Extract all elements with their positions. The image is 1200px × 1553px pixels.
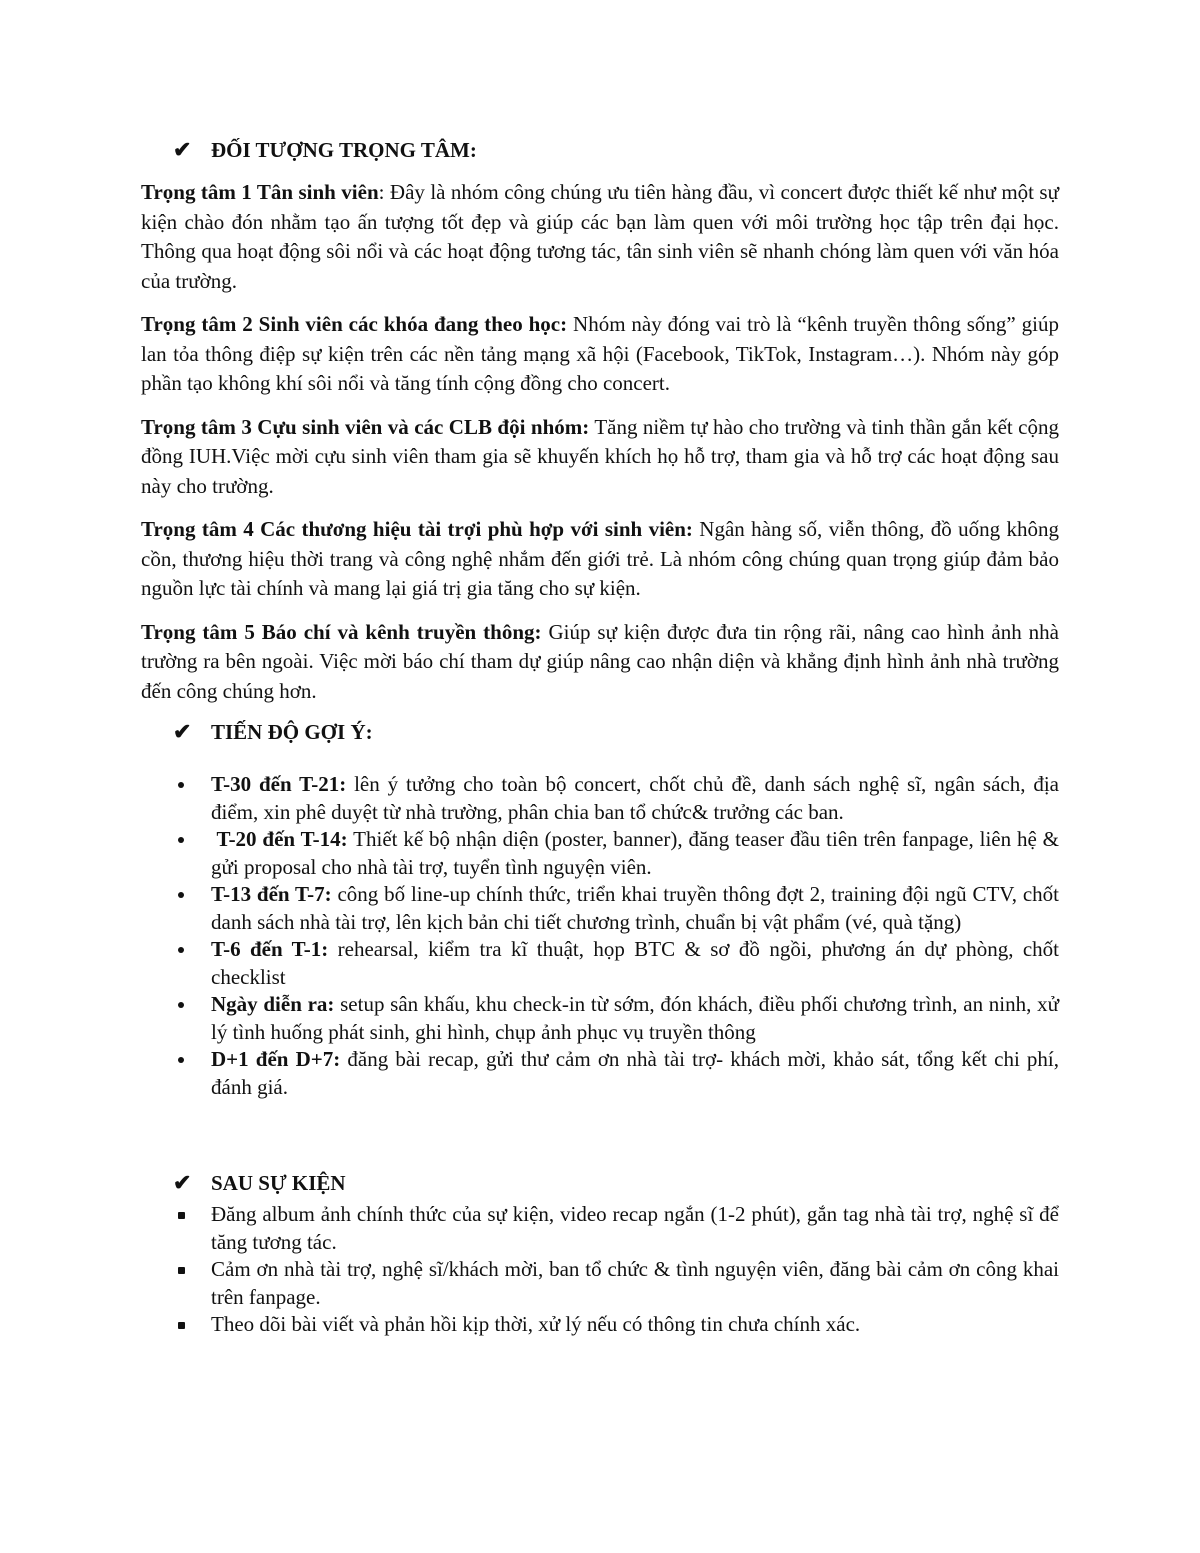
timeline-label: D+1 đến D+7: bbox=[211, 1047, 341, 1071]
timeline-text: lên ý tưởng cho toàn bộ concert, chốt chủ đề, danh sách nghệ sĩ, ngân sách, địa điểm, xin phê duyệt từ nhà trường, phân chia ban tổ chức& trưởng các ban. bbox=[211, 772, 1059, 824]
focus-text: Ngân hàng số, viễn thông, đồ uống không cồn, thương hiệu thời trang và công nghệ nhắm đến giới trẻ. Là nhóm công chúng quan trọng giúp đảm bảo nguồn lực tài chính và mang lại giá trị gia tăng cho sự kiện. bbox=[141, 517, 1059, 600]
focus-text: Giúp sự kiện được đưa tin rộng rãi, nâng cao hình ảnh nhà trường ra bên ngoài. Việc mời báo chí tham dự giúp nâng cao nhận diện và khẳng định hình ảnh nhà trường đến công chúng hơn. bbox=[141, 619, 1059, 703]
focus-paragraph-1 bbox=[141, 178, 1059, 296]
bullet-icon bbox=[178, 1267, 185, 1274]
focus-paragraph-4 bbox=[141, 515, 1059, 604]
section-heading-timeline bbox=[141, 718, 1059, 746]
section-heading-target-audience bbox=[141, 136, 1059, 164]
after-event-text: Đăng album ảnh chính thức của sự kiện, video recap ngắn (1-2 phút), gắn tag nhà tài trợ, nghệ sĩ để tăng tương tác. bbox=[211, 1202, 1059, 1254]
after-event-list bbox=[141, 1201, 1059, 1339]
focus-text: Tăng niềm tự hào cho trường và tinh thần gắn kết cộng đồng IUH.Việc mời cựu sinh viên tham gia sẽ khuyến khích họ hỗ trợ, tham gia và hỗ trợ các hoạt động sau này cho trường. bbox=[141, 414, 1060, 498]
list-item bbox=[141, 991, 1059, 1046]
focus-label: Trọng tâm 2 Sinh viên các khóa đang theo học: bbox=[141, 312, 568, 336]
bullet-icon bbox=[178, 1212, 185, 1219]
list-item bbox=[141, 771, 1059, 826]
focus-text: : Đây là nhóm công chúng ưu tiên hàng đầu, vì concert được thiết kế như một sự kiện chào đón nhằm tạo ấn tượng tốt đẹp và giúp các bạn làm quen với môi trường học tập trên đại học. Thông qua hoạt động sôi nổi và các hoạt động tương tác, tân sinh viên sẽ nhanh chóng làm quen với văn hóa của trường. bbox=[141, 180, 1059, 293]
bullet-icon bbox=[178, 1057, 184, 1063]
checkmark-icon: ✔ bbox=[173, 1170, 192, 1195]
bullet-icon bbox=[178, 1322, 185, 1329]
focus-label: Trọng tâm 1 Tân sinh viên bbox=[141, 180, 379, 204]
timeline-text: công bố line-up chính thức, triển khai truyền thông đợt 2, training đội ngũ CTV, chốt danh sách nhà tài trợ, lên kịch bản chi tiết chương trình, chuẩn bị vật phẩm (vé, quà tặng) bbox=[211, 882, 1059, 934]
list-item bbox=[141, 936, 1059, 991]
focus-paragraph-5 bbox=[141, 618, 1059, 707]
focus-paragraph-3 bbox=[141, 413, 1059, 502]
list-item bbox=[141, 881, 1059, 936]
focus-label: Trọng tâm 4 Các thương hiệu tài trợi phù hợp với sinh viên: bbox=[141, 517, 693, 541]
timeline-label: Ngày diễn ra: bbox=[211, 992, 335, 1016]
section-heading-after-event bbox=[141, 1169, 1059, 1197]
bullet-icon bbox=[178, 837, 184, 843]
list-item bbox=[141, 1256, 1059, 1311]
bullet-icon bbox=[178, 1002, 184, 1008]
timeline-text: rehearsal, kiểm tra kĩ thuật, họp BTC & sơ đồ ngồi, phương án dự phòng, chốt checklist bbox=[211, 937, 1060, 989]
checkmark-icon: ✔ bbox=[173, 137, 192, 162]
document-page bbox=[141, 136, 1059, 1339]
list-item bbox=[141, 1311, 1059, 1339]
focus-label: Trọng tâm 3 Cựu sinh viên và các CLB đội nhóm: bbox=[141, 414, 590, 439]
timeline-label: T-30 đến T-21: bbox=[211, 772, 347, 796]
list-item bbox=[141, 826, 1059, 881]
heading-text: TIẾN ĐỘ GỢI Ý: bbox=[211, 720, 373, 744]
timeline-text: setup sân khấu, khu check-in từ sớm, đón khách, điều phối chương trình, an ninh, xử lý tình huống phát sinh, ghi hình, chụp ảnh phục vụ truyền thông bbox=[211, 992, 1059, 1044]
timeline-text: Thiết kế bộ nhận diện (poster, banner), đăng teaser đầu tiên trên fanpage, liên hệ & gửi proposal cho nhà tài trợ, tuyển tình nguyện viên. bbox=[211, 827, 1059, 879]
bullet-icon bbox=[178, 782, 184, 788]
timeline-text: đăng bài recap, gửi thư cảm ơn nhà tài trợ- khách mời, khảo sát, tổng kết chi phí, đánh giá. bbox=[211, 1047, 1060, 1099]
focus-label: Trọng tâm 5 Báo chí và kênh truyền thông: bbox=[141, 619, 542, 644]
focus-text: Nhóm này đóng vai trò là “kênh truyền thông sống” giúp lan tỏa thông điệp sự kiện trên các nền tảng mạng xã hội (Facebook, TikTok, Instagram…). Nhóm này góp phần tạo không khí sôi nổi và tăng tính cộng đồng cho concert. bbox=[141, 312, 1059, 395]
list-item bbox=[141, 1201, 1059, 1256]
timeline-label: T-6 đến T-1: bbox=[211, 937, 329, 961]
after-event-text: Cảm ơn nhà tài trợ, nghệ sĩ/khách mời, ban tổ chức & tình nguyện viên, đăng bài cảm ơn công khai trên fanpage. bbox=[211, 1257, 1059, 1309]
heading-text: SAU SỰ KIỆN bbox=[211, 1171, 346, 1195]
focus-paragraph-2 bbox=[141, 310, 1059, 399]
list-item bbox=[141, 1046, 1059, 1101]
timeline-label: T-13 đến T-7: bbox=[211, 882, 332, 906]
heading-text: ĐỐI TƯỢNG TRỌNG TÂM: bbox=[211, 138, 477, 162]
checkmark-icon: ✔ bbox=[173, 719, 192, 744]
bullet-icon bbox=[178, 947, 184, 953]
bullet-icon bbox=[178, 892, 184, 898]
timeline-label: T-20 đến T-14: bbox=[211, 827, 348, 851]
timeline-list bbox=[141, 771, 1059, 1101]
after-event-text: Theo dõi bài viết và phản hồi kịp thời, xử lý nếu có thông tin chưa chính xác. bbox=[211, 1312, 861, 1336]
